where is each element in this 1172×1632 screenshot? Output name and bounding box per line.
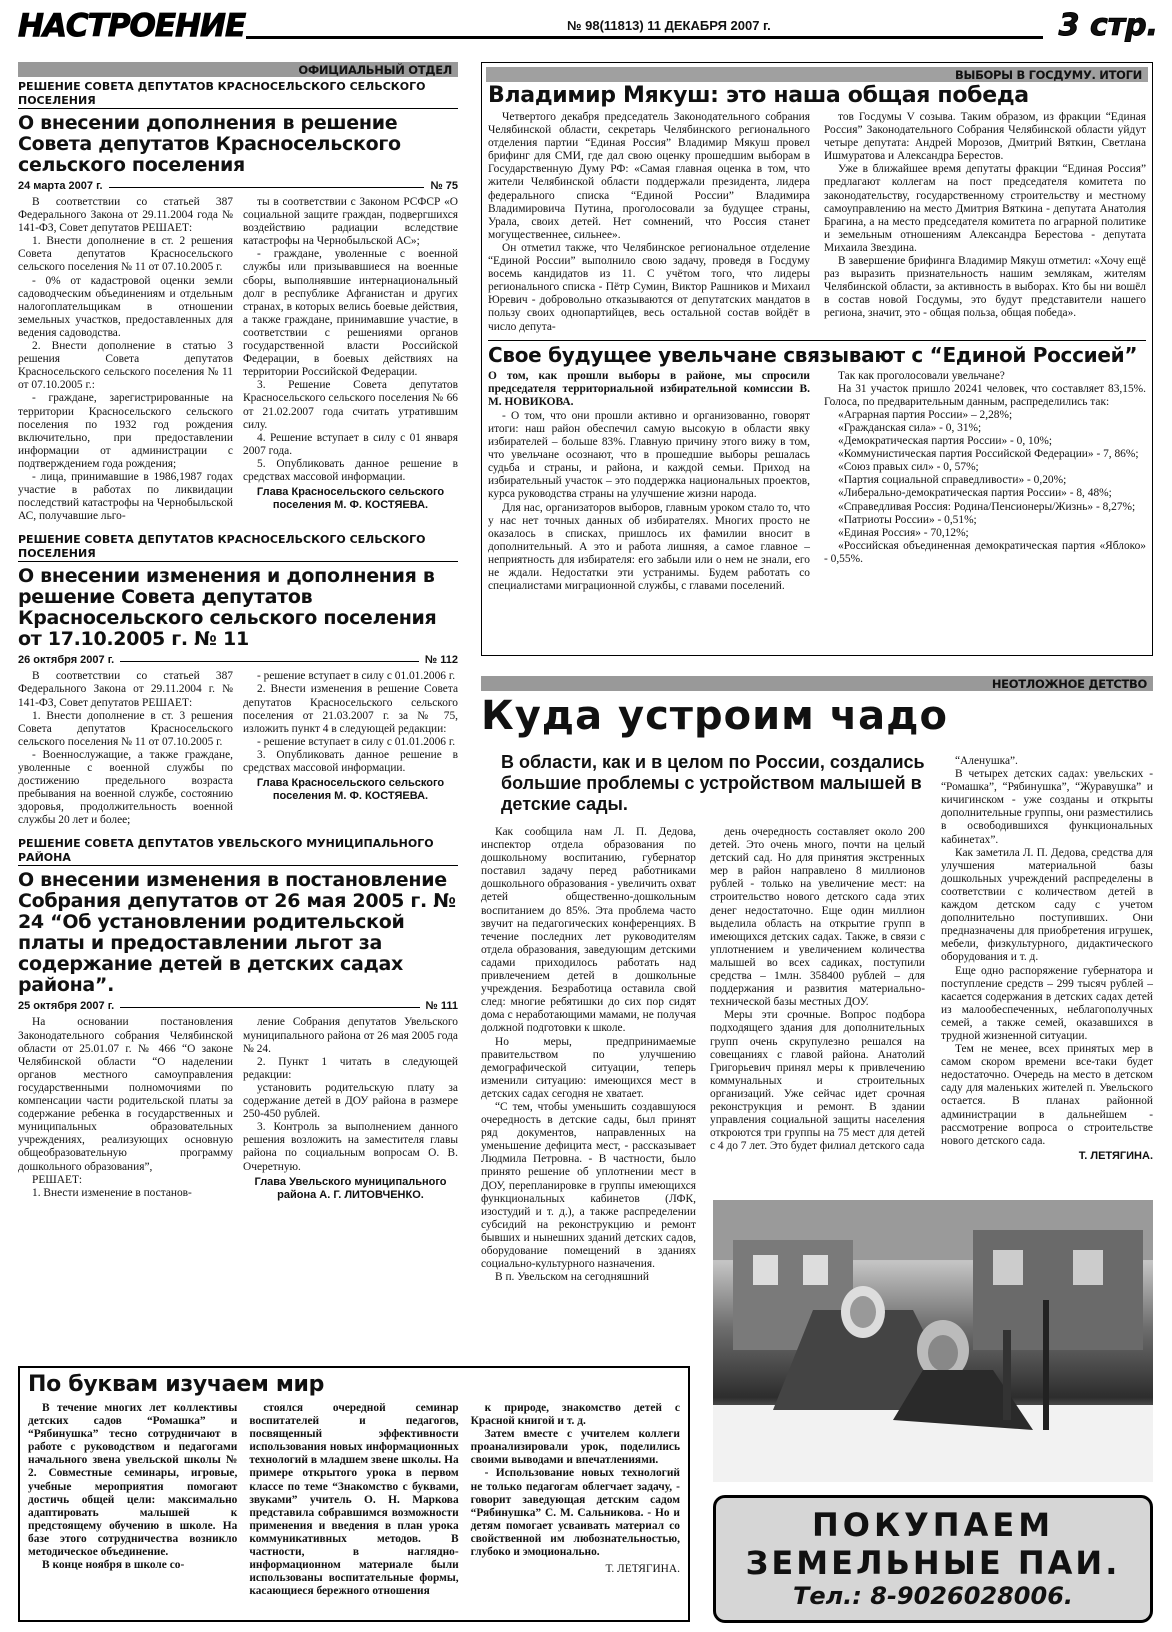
advert-line2: ЗЕМЕЛЬНЫЕ ПАИ. xyxy=(745,1544,1121,1582)
doc1-title: О внесении дополнения в решение Совета депутатов Красносельского сельского поселения xyxy=(18,112,401,176)
paragraph: - решение вступает в силу с 01.01.2006 г. xyxy=(257,670,456,683)
paragraph: 1. Внести дополнение в ст. 3 решения Совета депутатов Красносельского сельского поселения № 11 от 07.10.2005 г. xyxy=(18,709,233,748)
official-doc-3 xyxy=(18,837,458,1201)
childhood-lead: В области, как и в целом по России, создались большие проблемы с устройством малышей в детские сады. xyxy=(501,752,925,814)
childhood-section xyxy=(481,676,1153,739)
paragraph: Меры эти срочные. Вопрос подбора подходящего здания для дополнительных групп очень скрупулезно решался на совещаниях с главой района. Анатолий Григорьевич принял меры к привлечению коммунальных и строительных организаций. Уже сейчас идет срочная реконструкция и ремонт. В здании управления социальной защиты населения откроются три группы на 75 мест для детей с 4 до 7 лет. Это будет филиал детского сада xyxy=(710,1009,925,1153)
doc3-decision: РЕШЕНИЕ СОВЕТА ДЕПУТАТОВ УВЕЛЬСКОГО МУНИЦИПАЛЬНОГО РАЙОНА xyxy=(18,837,458,866)
doc2-number: № 112 xyxy=(424,654,458,667)
doc3-date: 25 октября 2007 г. xyxy=(18,1000,115,1013)
doc1-body xyxy=(18,196,458,523)
childhood-author: Т. ЛЕТЯГИНА. xyxy=(1078,1149,1153,1162)
result-item: «Партия социальной справедливости» - 0,20%; xyxy=(838,474,1067,487)
doc3-col2 xyxy=(243,1016,458,1173)
paragraph: В конце ноября в школе со- xyxy=(42,1559,185,1572)
doc2-sign: Глава Красносельского сельского поселения М. Ф. КОСТЯЕВА. xyxy=(256,777,445,803)
paragraph: РЕШАЕТ: xyxy=(32,1173,83,1186)
paragraph: В течение многих лет коллективы детских садов “Ромашка” и “Рябинушка” тесно сотрудничают в работе с руководством и педагогами начального звена увельской школы № 2. Совместные семинары, игровые, учебные мероприятия помогают достичь общей цели: максимально адаптировать малышей к предстоящему обучению в школе. На базе этого сотрудничества возникло методическое объединение. xyxy=(28,1402,238,1559)
article1-col1 xyxy=(488,111,810,334)
doc1-dateline xyxy=(18,180,458,192)
paragraph: - Военнослужащие, а также граждане, уволенные с военной службы по достижению предельного возраста пребывания на военной службе, состоянию здоровья, продолжительность военной службы 20 лет и более; xyxy=(18,748,233,827)
doc1-date: 24 марта 2007 г. xyxy=(18,180,103,192)
advert-phone[interactable]: Тел.: 8-9026028006. xyxy=(792,1582,1074,1610)
article2-body xyxy=(488,370,1146,594)
paragraph: “Аленушка”. xyxy=(955,755,1018,767)
doc2-date: 26 октября 2007 г. xyxy=(18,654,115,667)
doc1-number: № 75 xyxy=(430,180,458,192)
photo-illustration xyxy=(713,1200,1153,1482)
paragraph: В соответствии со статьей 387 Федерального Закона от 29.11.2004 г. № 141-ФЗ, Совет депутатов РЕШАЕТ: xyxy=(18,670,233,709)
official-section xyxy=(18,62,458,1202)
result-item: «Справедливая Россия: Родина/Пенсионеры/Жизнь» - 8,27%; xyxy=(838,500,1136,513)
article1-body xyxy=(488,111,1146,334)
article2-lead: О том, как прошли выборы в районе, мы спросили председателя территориальной избирательной комиссии В. М. НОВИКОВА. xyxy=(488,369,810,408)
official-doc-1 xyxy=(18,80,458,523)
paragraph: - Использование новых технологий не только педагогам облегчает задачу, - говорит заведующая детским садом “Рябинушка” С. М. Сальникова. - Но и детям помогает усваивать материал со свойственной им любознательностью, глубоко и эмоционально. xyxy=(470,1467,680,1559)
childhood-col2-text xyxy=(710,826,925,1153)
doc3-body xyxy=(18,1016,458,1201)
childhood-title: Куда устроим чадо xyxy=(481,693,948,739)
letters-col3-text xyxy=(471,1402,680,1559)
doc3-title: О внесении изменения в постановление Собрания депутатов от 26 мая 2005 г. № 24 “Об установлении родительской платы и предоставлении льгот за содержание детей в детских садах района”. xyxy=(18,869,456,997)
paragraph: Как заметила Л. П. Дедова, средства для улучшения материальной базы дошкольных учреждений распределены в соответствии с количеством детей в каждом детском саду с учетом дополнительно поступивших. Они предназначены для приобретения игрушек, мебели, физкультурного, дидактического оборудования и т. д. xyxy=(941,846,1153,964)
result-item: «Российская объединенная демократическая партия «Яблоко» - 0,55%. xyxy=(824,539,1146,565)
childhood-rubric: НЕОТЛОЖНОЕ ДЕТСТВО xyxy=(481,676,1153,691)
paragraph: 2. Пункт 1 читать в следующей редакции: xyxy=(243,1055,458,1081)
paragraph: - О том, что они прошли активно и организованно, говорят итоги: наш район обеспечил самую высокую в области явку избирателей – больше 83%. Главную причину этого вижу в том, что увельчане осознают, что в прошедшие выборы решалась судьба и страны, и района, и каждой семьи. Приход на избирательный участок – это поддержка национальных проектов, курса руководства страны на улучшение жизни народа. xyxy=(488,409,810,501)
paragraph: ты в соответствии с Законом РСФСР «О социальной защите граждан, подвергшихся воздействию радиации вследствие катастрофы на Чернобыльской АС»; xyxy=(243,196,458,248)
paragraph: “С тем, чтобы уменьшить создавшуюся очередность в детские сады, был принят ряд документов, направленных на уменьшение дефицита мест, - рассказывает Людмила Петровна. - В частности, было принято решение об уплотнении мест в ДОУ, перепланировке в группы имеющихся функциональных кабинетов (ЛФК, изостудий и т. д.), а также распределении субсидий на реконструкцию и ремонт бывших и нынешних зданий детских садов, оборудование помещений в зданиях социально-культурного назначения. xyxy=(481,1100,696,1271)
paragraph: ление Собрания депутатов Увельского муниципального района от 26 мая 2005 года № 24. xyxy=(243,1016,458,1055)
paragraph: 5. Опубликовать данное решение в средствах массовой информации. xyxy=(243,457,458,483)
paragraph: Но меры, предпринимаемые правительством по улучшению демографической ситуации, теперь изменили ситуацию: имеющихся мест в детских садах сегодня не хватает. xyxy=(481,1035,696,1100)
doc1-decision: РЕШЕНИЕ СОВЕТА ДЕПУТАТОВ КРАСНОСЕЛЬСКОГО СЕЛЬСКОГО ПОСЕЛЕНИЯ xyxy=(18,80,458,109)
article2-col1 xyxy=(488,410,810,593)
paragraph: стоялся очередной семинар воспитателей и педагогов, посвященный эффективности использования новых информационных технологий в младшем звене школы. На примере открытого урока в первом классе по теме “Знакомство с буквами, звуками” учитель О. Н. Маркова представила собравшимся возможности применения и введения в план урока коммуникативных методов. В частности, в наглядно-информационном материале были использованы воспитательные формы, касающиеся бережного отношения xyxy=(249,1402,459,1598)
paragraph: 3. Решение Совета депутатов Красносельского сельского поселения № 66 от 21.02.2007 года считать утратившим силу. xyxy=(243,379,458,431)
page-number: 3 стр. xyxy=(1058,8,1158,43)
paragraph: Уже в ближайшее время депутаты фракции “Единая Россия” предлагают коллегам на пост председателя комитета по законодательству, государственному строительству и местному самоуправлению на место Дмитрия Вяткина - депутата Анатолия Брагина, а на место председателя комитета по аграрной политике и земельным отношениям Александра Берестова - депутата Михаила Звездина. xyxy=(824,163,1146,254)
official-doc-2 xyxy=(18,533,458,827)
article2-title: Свое будущее увельчане связывают с “Единой Россией” xyxy=(488,342,1138,367)
paragraph: Четвертого декабря председатель Законодательного собрания Челябинской области, секретарь Челябинского регионального отделения партии “Единая Россия” Владимир Мякуш провел брифинг для СМИ, где дал свою оценку прошедшим выборам в Государственную Думу РФ: «Самая главная оценка в том, что жители Челябинской области поддержали президента, лидера федерального списка “Единой России” Владимира Владимировича Путина, проголосовали за будущее страны, Урала, своих детей. Нет сомнений, что Россия станет могущественнее, сильнее». xyxy=(488,111,810,241)
paragraph: 1. Внести дополнение в ст. 2 решения Совета депутатов Красносельского сельского поселения № 11 от 07.10.2005 г. xyxy=(18,235,233,274)
doc3-sign: Глава Увельского муниципального района А. Г. ЛИТОВЧЕНКО. xyxy=(254,1175,447,1201)
childhood-col3 xyxy=(941,755,1153,1163)
doc3-dateline xyxy=(18,1000,458,1012)
doc2-dateline xyxy=(18,654,458,666)
paragraph: В завершение брифинга Владимир Мякуш отметил: «Хочу ещё раз выразить признательность нашим землякам, жителям Челябинской области, за активность в выборах. Кто бы ни вошёл в состав новой Госдумы, это будут представители нашего региона, значит, это - общая польза, общая победа». xyxy=(824,255,1146,320)
result-item: «Гражданская сила» - 0, 31%; xyxy=(838,421,982,434)
result-item: «Коммунистическая партия Российской Федерации» - 7, 86%; xyxy=(838,448,1139,461)
paragraph: - лица, принимавшие в 1986,1987 годах участие в работах по ликвидации последствий катастрофы на Чернобыльской АС, получавшие льго- xyxy=(18,470,233,523)
doc3-col1 xyxy=(18,1016,233,1201)
letters-author: Т. ЛЕТЯГИНА. xyxy=(605,1563,680,1576)
letters-col2 xyxy=(249,1402,458,1598)
article1-title: Владимир Мякуш: это наша общая победа xyxy=(488,83,1029,108)
childhood-col3-text xyxy=(941,755,1153,1148)
paragraph: Еще одно распоряжение губернатора и поступление средств – 299 тысяч рублей – касается содержания в детских садах детей из малообеспеченных, неблагополучных семей, а также семей, оказавшихся в трудной жизненной ситуации. xyxy=(941,964,1153,1042)
official-rubric: ОФИЦИАЛЬНЫЙ ОТДЕЛ xyxy=(18,62,458,77)
children-photo xyxy=(713,1200,1153,1482)
article2-intro: Так как проголосовали увельчане? xyxy=(838,369,1005,382)
paragraph: день очередность составляет около 200 детей. Это очень много, почти на целый детский сад. Но для принятия экстренных мер в район направлено 8 миллионов рублей - только на увеличение мест: на строительство нового детского сада этих денег недостаточно. Еще один миллион выделила область на открытие групп в имеющихся детских садах. Также, в связи с уплотнением и увеличением количества малышей во всех садиках, поступили средства – 1млн. 358400 рублей – для поддержания и развития материально-технической базы местных ДОУ. xyxy=(710,826,925,1009)
paragraph: 3. Опубликовать данное решение в средствах массовой информации. xyxy=(243,748,458,774)
paragraph: - граждане, уволенные с военной службы или призывавшиеся на военные сборы, выполнявшие интернациональный долг в республике Афганистан и других странах, в которых велись боевые действия, а также граждане, принимавшие участие, в соответствии с решениями органов государственной власти Российской Федерации, в боевых действиях на территории Российской Федерации. xyxy=(243,248,458,379)
paragraph: 3. Контроль за выполнением данного решения возложить на заместителя главы района по социальным вопросам О. В. Очеретную. xyxy=(243,1121,458,1173)
paragraph: Как сообщила нам Л. П. Дедова, инспектор отдела образования по дошкольному воспитанию, губернатор поставил задачу перед работниками дошкольного образования - увеличить охват детей общественно-дошкольным воспитанием до 85%. Эта проблема часто звучит на педагогических конференциях. В течение последних лет руководителям отдела образования, заведующим детскими садами приходилось работать над привлечением детей в дошкольные учреждения. Безработица оставила свой след: многие ребятишки до сих пор сидят дома с неработающими мамами, не получая должной подготовки к школе. xyxy=(481,826,696,1035)
letters-body xyxy=(28,1402,680,1598)
result-item: «Единая Россия» - 70,12%; xyxy=(838,526,969,539)
masthead-rule xyxy=(246,36,1043,39)
paragraph: Затем вместе с учителем коллеги проанализировали урок, поделились своими выводами и впечатлениями. xyxy=(470,1428,680,1467)
paragraph: В п. Увельском на сегодняшний xyxy=(495,1271,649,1284)
doc2-col1 xyxy=(18,670,233,827)
letters-col3 xyxy=(471,1402,680,1598)
letters-box xyxy=(18,1366,690,1622)
paragraph: Он отметил также, что Челябинское региональное отделение “Единой России” выполнило свою задачу, проведя в Госдуму восемь кандидатов из 11. С учётом того, что лидеры регионального списка - Пётр Сумин, Виктор Рашников и Михаил Юревич - добровольно отказываются от депутатских мандатов в пользу своих однопартийцев, весь остальной состав войдёт в число депута- xyxy=(488,241,810,333)
doc2-title: О внесении изменения и дополнения в решение Совета депутатов Красносельского сельского поселения от 17.10.2005 г. № 11 xyxy=(18,565,437,651)
paragraph: В четырех детских садах: увельских - “Ромашка”, “Рябинушка”, “Журавушка” и кичигинском - уже созданы и открыты дополнительные группы, они разместились в освободившихся функциональных кабинетах”. xyxy=(941,768,1153,846)
paragraph: к природе, знакомство детей с Красной книгой и т. д. xyxy=(470,1402,680,1428)
paragraph: - 0% от кадастровой оценки земли садоводческим объединениям и отдельным налогоплательщикам в отношении земельных участков, предоставленных для ведения садоводства. xyxy=(18,274,233,339)
doc2-col2 xyxy=(243,670,458,775)
doc2-body xyxy=(18,670,458,827)
result-item: «Демократическая партия России» - 0, 10%; xyxy=(838,435,1053,448)
paragraph: Для нас, организаторов выборов, главным уроком стало то, что у нас нет точных данных об избирателях. Многих просто не оказалось в списках, пришлось их фамилии вносит в дополнительный. А это и работа лишняя, а самое главное – неприятность для избирателя: его забыли или о нем не знали, его не ждали. Недостатки эти устранимы. Будем работать со специалистами миграционной службы, с главами поселений. xyxy=(488,501,810,593)
doc1-col1 xyxy=(18,196,233,523)
letters-col2-text xyxy=(249,1402,458,1598)
article2-stats: На 31 участок пришло 20241 человек, что составляет 83,15%. Голоса, по предварительным данным, распределились так: xyxy=(824,382,1146,408)
result-item: «Патриоты России» - 0,51%; xyxy=(838,513,977,526)
issue-info: № 98(11813) 11 ДЕКАБРЯ 2007 г. xyxy=(563,18,775,33)
letters-col1-text xyxy=(28,1402,237,1572)
paragraph: установить родительскую плату за содержание детей в ДОУ района в размере 250-450 рублей. xyxy=(243,1081,458,1121)
childhood-col2 xyxy=(710,826,925,1153)
masthead xyxy=(18,8,1158,44)
result-item: «Аграрная партия России» – 2,28%; xyxy=(838,408,1013,421)
paragraph: тов Госдумы V созыва. Таким образом, из фракции “Единая Россия” Законодательного Собрания Челябинской области уйдут четыре депутата: Андрей Морозов, Дмитрий Вяткин, Светлана Ишмуратова и Александра Берестов. xyxy=(824,111,1146,163)
result-item: «Союз правых сил» - 0, 57%; xyxy=(838,461,979,474)
advert-line1: ПОКУПАЕМ xyxy=(811,1506,1055,1544)
results-list xyxy=(824,409,1146,566)
doc3-number: № 111 xyxy=(425,1000,458,1013)
paragraph: Тем не менее, всех принятых мер в самом скором времени все-таки будет недостаточно. Очередь на место в детском саду для маленьких жителей п. Увельского остается. В планах районной администрации в дальнейшем - рассмотрение вопроса о строительстве нового детского сада. xyxy=(941,1043,1153,1147)
paragraph: 2. Внести изменения в решение Совета депутатов Красносельского сельского поселения от 21.03.2007 г. за № 75, изложить пункт 4 в следующей редакции: xyxy=(243,683,458,735)
land-advert xyxy=(713,1495,1153,1623)
section-title: НАСТРОЕНИЕ xyxy=(18,8,246,44)
letters-title: По буквам изучаем мир xyxy=(28,1372,325,1397)
paragraph: В соответствии со статьей 387 Федерального Закона от 29.11.2004 года № 141-ФЗ, Совет депутатов РЕШАЕТ: xyxy=(18,196,233,235)
elections-rubric: ВЫБОРЫ В ГОСДУМУ. ИТОГИ xyxy=(486,67,1148,82)
childhood-col1 xyxy=(481,826,696,1284)
childhood-col1-text xyxy=(481,826,696,1284)
doc1-col2 xyxy=(243,196,458,484)
result-item: «Либерально-демократическая партия России» - 8, 48%; xyxy=(838,487,1112,500)
paragraph: На основании постановления Законодательного собрания Челябинской области от 25.01.07 г. № 466 “О законе Челябинской области “О наделении органов местного самоуправления государственными полномочиями по компенсации части родительской платы за содержание ребенка в государственных и муниципальных образовательных учреждениях, реализующих основную общеобразовательную программу дошкольного образования”, xyxy=(18,1016,233,1173)
elections-box xyxy=(481,62,1153,656)
paragraph: - решение вступает в силу с 01.01.2006 г. xyxy=(257,735,456,748)
doc2-decision: РЕШЕНИЕ СОВЕТА ДЕПУТАТОВ КРАСНОСЕЛЬСКОГО СЕЛЬСКОГО ПОСЕЛЕНИЯ xyxy=(18,533,458,562)
paragraph: 1. Внести изменение в постанов- xyxy=(32,1186,192,1199)
article1-col2 xyxy=(824,111,1146,334)
paragraph: 4. Решение вступает в силу с 01 января 2007 года. xyxy=(243,431,458,457)
paragraph: 2. Внести дополнение в статью 3 решения Совета депутатов Красносельского сельского поселения № 11 от 07.10.2005 г.: xyxy=(18,340,233,392)
doc1-sign: Глава Красносельского сельского поселения М. Ф. КОСТЯЕВА. xyxy=(256,486,445,512)
letters-col1 xyxy=(28,1402,237,1598)
paragraph: - граждане, зарегистрированные на территории Красносельского сельского поселения по 1932 год рождения включительно, при предоставлении информации от администрации с подтверждением года рождения; xyxy=(18,392,233,470)
